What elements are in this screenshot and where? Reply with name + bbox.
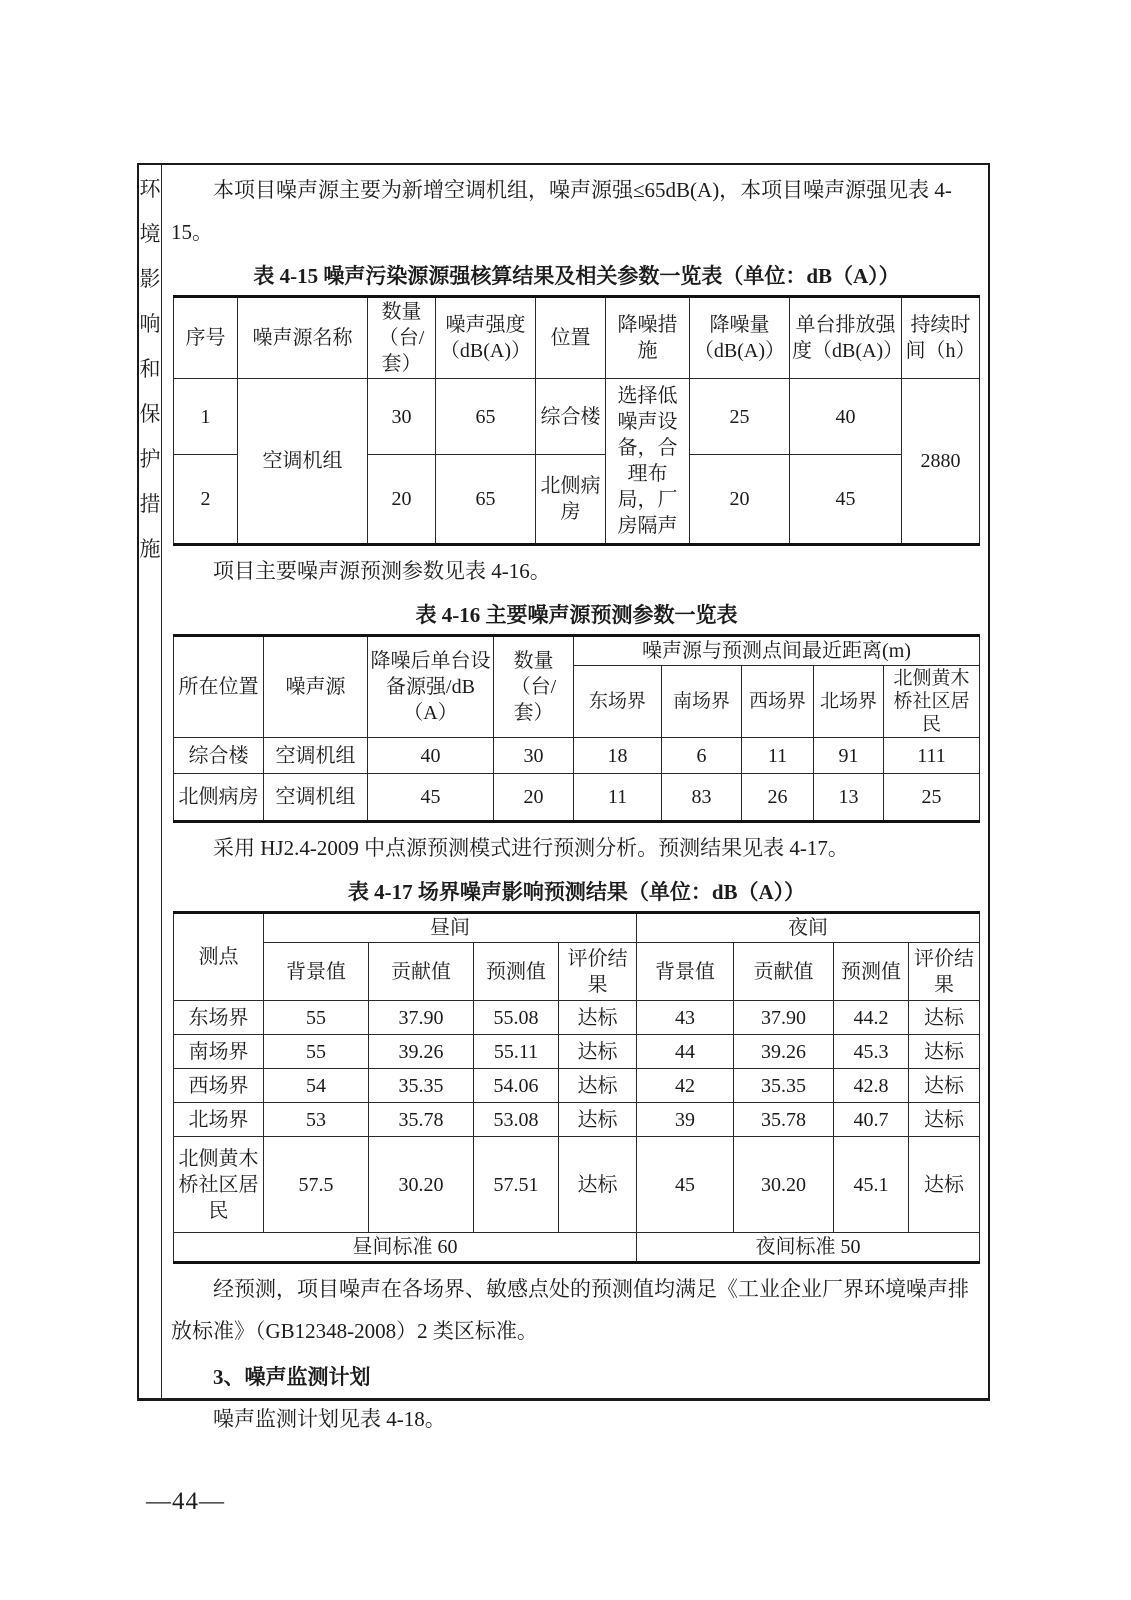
paragraph-prediction-params: 项目主要噪声源预测参数见表 4-16。 xyxy=(213,559,551,583)
data-cell: 40 xyxy=(367,738,493,774)
main-content xyxy=(162,165,988,1431)
header-cell: 单台排放强度（dB(A)） xyxy=(790,297,902,379)
data-cell: 北侧病房 xyxy=(536,455,606,545)
paragraph-prediction-model: 采用 HJ2.4-2009 中点源预测模式进行预测分析。预测结果见表 4-17。 xyxy=(213,836,849,860)
data-cell: 44 xyxy=(637,1035,734,1069)
data-cell: 13 xyxy=(813,774,883,822)
data-cell: 北侧黄木桥社区居民 xyxy=(174,1137,264,1233)
data-cell: 空调机组 xyxy=(238,379,368,545)
table-4-15-caption: 表 4-15 噪声污染源源强核算结果及相关参数一览表（单位：dB（A）） xyxy=(253,264,900,288)
data-cell: 20 xyxy=(368,455,436,545)
data-cell: 54.06 xyxy=(474,1069,559,1103)
data-cell: 55.08 xyxy=(474,1001,559,1035)
header-cell: 噪声源名称 xyxy=(238,297,368,379)
data-cell: 30.20 xyxy=(734,1137,834,1233)
data-cell: 空调机组 xyxy=(263,738,367,774)
data-cell: 18 xyxy=(573,738,661,774)
data-cell: 北场界 xyxy=(174,1103,264,1137)
data-cell: 达标 xyxy=(909,1103,980,1137)
paragraph-noise-source-intro: 本项目噪声源主要为新增空调机组，噪声源强≤65dB(A)，本项目噪声源强见表 4-15。 xyxy=(171,178,952,244)
header-cell: 预测值 xyxy=(834,943,909,1001)
data-cell: 35.78 xyxy=(369,1103,474,1137)
data-cell: 55 xyxy=(264,1035,369,1069)
data-cell: 达标 xyxy=(909,1035,980,1069)
data-cell: 44.2 xyxy=(834,1001,909,1035)
table-row xyxy=(174,1069,980,1103)
header-cell: 噪声源 xyxy=(263,636,367,738)
data-cell: 达标 xyxy=(909,1001,980,1035)
table-4-15 xyxy=(173,295,980,546)
data-cell: 83 xyxy=(661,774,741,822)
header-cell: 评价结果 xyxy=(909,943,980,1001)
table-row xyxy=(174,297,980,379)
header-cell: 噪声强度（dB(A)） xyxy=(436,297,536,379)
header-cell: 评价结果 xyxy=(559,943,637,1001)
data-cell: 达标 xyxy=(559,1035,637,1069)
data-cell: 45 xyxy=(367,774,493,822)
data-cell: 40 xyxy=(790,379,902,455)
data-cell: 空调机组 xyxy=(263,774,367,822)
table-row xyxy=(174,1137,980,1233)
data-cell: 39 xyxy=(637,1103,734,1137)
data-cell: 昼间标准 60 xyxy=(174,1233,637,1263)
data-cell: 53 xyxy=(264,1103,369,1137)
data-cell: 65 xyxy=(436,379,536,455)
data-cell: 达标 xyxy=(559,1001,637,1035)
table-row xyxy=(174,1233,980,1263)
data-cell: 54 xyxy=(264,1069,369,1103)
data-cell: 45.3 xyxy=(834,1035,909,1069)
data-cell: 65 xyxy=(436,455,536,545)
table-4-16 xyxy=(173,634,980,823)
data-cell: 53.08 xyxy=(474,1103,559,1137)
data-cell: 11 xyxy=(573,774,661,822)
data-cell: 东场界 xyxy=(174,1001,264,1035)
data-cell: 达标 xyxy=(909,1137,980,1233)
table-4-17-caption: 表 4-17 场界噪声影响预测结果（单位：dB（A）） xyxy=(347,880,806,904)
header-cell: 北侧黄木桥社区居民 xyxy=(883,666,979,738)
data-cell: 57.5 xyxy=(264,1137,369,1233)
data-cell: 40.7 xyxy=(834,1103,909,1137)
data-cell: 39.26 xyxy=(369,1035,474,1069)
table-row xyxy=(174,379,980,455)
data-cell: 2 xyxy=(174,455,238,545)
header-cell: 北场界 xyxy=(813,666,883,738)
heading-noise-monitoring-plan: 3、噪声监测计划 xyxy=(213,1365,371,1389)
data-cell: 达标 xyxy=(559,1137,637,1233)
header-cell: 东场界 xyxy=(573,666,661,738)
header-cell: 位置 xyxy=(536,297,606,379)
header-cell: 昼间 xyxy=(264,913,637,943)
data-cell: 57.51 xyxy=(474,1137,559,1233)
page-number: —44— xyxy=(146,1488,225,1515)
header-cell: 降噪后单台设备源强/dB（A） xyxy=(367,636,493,738)
table-row xyxy=(174,1103,980,1137)
data-cell: 30 xyxy=(493,738,573,774)
data-cell: 35.78 xyxy=(734,1103,834,1137)
header-cell: 背景值 xyxy=(264,943,369,1001)
header-cell: 西场界 xyxy=(741,666,813,738)
data-cell: 45 xyxy=(637,1137,734,1233)
data-cell: 25 xyxy=(690,379,790,455)
header-cell: 数量（台/套） xyxy=(368,297,436,379)
data-cell: 达标 xyxy=(559,1069,637,1103)
paragraph-conclusion: 经预测，项目噪声在各场界、敏感点处的预测值均满足《工业企业厂界环境噪声排放标准》（GB12348-2008）2 类区标准。 xyxy=(171,1277,969,1343)
data-cell: 35.35 xyxy=(369,1069,474,1103)
header-cell: 数量（台/套） xyxy=(493,636,573,738)
table-row xyxy=(173,738,979,774)
data-cell: 39.26 xyxy=(734,1035,834,1069)
paragraph-monitoring-plan: 噪声监测计划见表 4-18。 xyxy=(213,1407,446,1431)
table-row xyxy=(174,943,980,1001)
data-cell: 45.1 xyxy=(834,1137,909,1233)
header-cell: 预测值 xyxy=(474,943,559,1001)
data-cell: 25 xyxy=(883,774,979,822)
data-cell: 42 xyxy=(637,1069,734,1103)
data-cell: 30.20 xyxy=(369,1137,474,1233)
table-row xyxy=(173,774,979,822)
header-cell: 持续时间（h） xyxy=(902,297,980,379)
header-cell: 贡献值 xyxy=(734,943,834,1001)
data-cell: 30 xyxy=(368,379,436,455)
table-4-17 xyxy=(173,911,980,1264)
header-cell: 夜间 xyxy=(637,913,980,943)
data-cell: 35.35 xyxy=(734,1069,834,1103)
data-cell: 选择低噪声设备，合理布局，厂房隔声 xyxy=(606,379,690,545)
data-cell: 达标 xyxy=(909,1069,980,1103)
header-cell: 序号 xyxy=(174,297,238,379)
data-cell: 43 xyxy=(637,1001,734,1035)
data-cell: 11 xyxy=(741,738,813,774)
data-cell: 达标 xyxy=(559,1103,637,1137)
header-cell: 降噪措施 xyxy=(606,297,690,379)
data-cell: 91 xyxy=(813,738,883,774)
table-row xyxy=(174,1001,980,1035)
header-cell: 所在位置 xyxy=(173,636,263,738)
data-cell: 综合楼 xyxy=(536,379,606,455)
data-cell: 20 xyxy=(690,455,790,545)
header-cell: 噪声源与预测点间最近距离(m) xyxy=(573,636,979,666)
data-cell: 45 xyxy=(790,455,902,545)
data-cell: 南场界 xyxy=(174,1035,264,1069)
header-cell: 降噪量（dB(A)） xyxy=(690,297,790,379)
data-cell: 2880 xyxy=(902,379,980,545)
header-cell: 贡献值 xyxy=(369,943,474,1001)
header-cell: 南场界 xyxy=(661,666,741,738)
table-row xyxy=(174,1035,980,1069)
data-cell: 1 xyxy=(174,379,238,455)
data-cell: 42.8 xyxy=(834,1069,909,1103)
sidebar-vertical-label: 环境影响和保护措施 xyxy=(139,165,162,1398)
data-cell: 综合楼 xyxy=(173,738,263,774)
header-cell: 背景值 xyxy=(637,943,734,1001)
data-cell: 北侧病房 xyxy=(173,774,263,822)
table-row xyxy=(173,636,979,666)
table-row xyxy=(174,913,980,943)
data-cell: 26 xyxy=(741,774,813,822)
data-cell: 6 xyxy=(661,738,741,774)
data-cell: 111 xyxy=(883,738,979,774)
content-frame xyxy=(137,163,990,1431)
data-cell: 55 xyxy=(264,1001,369,1035)
data-cell: 西场界 xyxy=(174,1069,264,1103)
data-cell: 55.11 xyxy=(474,1035,559,1069)
header-cell: 测点 xyxy=(174,913,264,1001)
data-cell: 20 xyxy=(493,774,573,822)
data-cell: 37.90 xyxy=(369,1001,474,1035)
table-4-16-caption: 表 4-16 主要噪声源预测参数一览表 xyxy=(415,603,738,627)
data-cell: 夜间标准 50 xyxy=(637,1233,980,1263)
data-cell: 37.90 xyxy=(734,1001,834,1035)
